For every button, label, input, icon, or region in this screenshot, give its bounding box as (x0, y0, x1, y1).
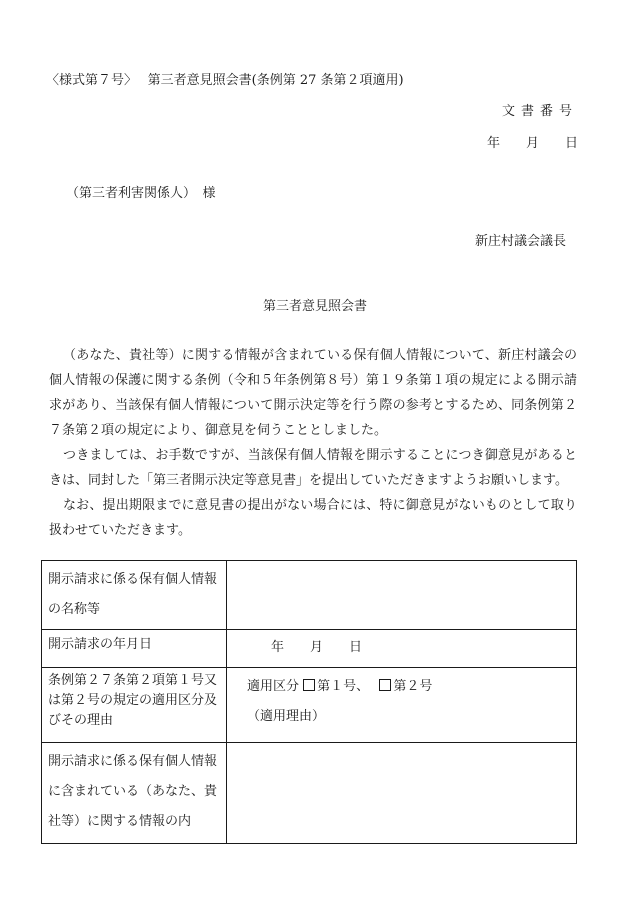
related-info-field[interactable] (227, 743, 577, 844)
request-year-label: 年 (271, 640, 285, 655)
classification-label: 適用区分 (247, 679, 300, 694)
addressee: （第三者利害関係人） 様 (66, 186, 216, 201)
date-year-label: 年 (486, 136, 500, 151)
document-date (487, 135, 578, 153)
info-table (41, 560, 577, 844)
table-row (42, 561, 577, 630)
classification-cell (227, 668, 577, 743)
request-date-field[interactable] (227, 630, 577, 668)
option1-checkbox[interactable] (303, 679, 315, 691)
body-text (49, 343, 577, 543)
reason-label: （適用理由） (247, 709, 326, 724)
document-title: 第三者意見照会書 (262, 299, 367, 314)
table-label-cell: 開示請求に係る保有個人情報に含まれている（あなた、貴社等）に関する情報の内 (42, 743, 227, 844)
form-label: 〈様式第７号〉 第三者意見照会書(条例第 27 条第２項適用) (46, 73, 404, 88)
table-label-cell: 条例第２７条第２項第１号又は第２号の規定の適用区分及びその理由 (42, 668, 227, 743)
request-month-label: 月 (310, 640, 324, 655)
paragraph: （あなた、貴社等）に関する情報が含まれている保有個人情報について、新庄村議会の個人情報の保護に関する条例（令和５年条例第８号）第１９条第１項の規定による開示請求があり、当該保有個人情報について開示決定等を行う際の参考とするため、同条例第２７条第２項の規定により、御意見を伺うこととしました。 (49, 348, 577, 438)
document-number: 文書番号 (501, 104, 578, 119)
paragraph: つきましては、お手数ですが、当該保有個人情報を開示することにつき御意見があるときは、同封した「第三者開示決定等意見書」を提出していただきますようお願いします。 (49, 448, 577, 488)
request-day-label: 日 (349, 640, 363, 655)
paragraph: なお、提出期限までに意見書の提出がない場合には、特に御意見がないものとして取り扱わせていただきます。 (49, 498, 577, 538)
table-row (42, 630, 577, 668)
table-label-cell: 開示請求の年月日 (42, 630, 227, 668)
option2-checkbox[interactable] (379, 679, 391, 691)
option2-label: 第２号 (393, 679, 433, 694)
option1-label: 第１号、 (317, 679, 370, 694)
date-day-label: 日 (564, 136, 578, 151)
table-label-cell: 開示請求に係る保有個人情報の名称等 (42, 561, 227, 630)
table-row (42, 743, 577, 844)
table-row (42, 668, 577, 743)
personal-info-name-field[interactable] (227, 561, 577, 630)
sender: 新庄村議会議長 (474, 234, 566, 249)
date-month-label: 月 (525, 136, 539, 151)
classification-line (247, 676, 576, 698)
